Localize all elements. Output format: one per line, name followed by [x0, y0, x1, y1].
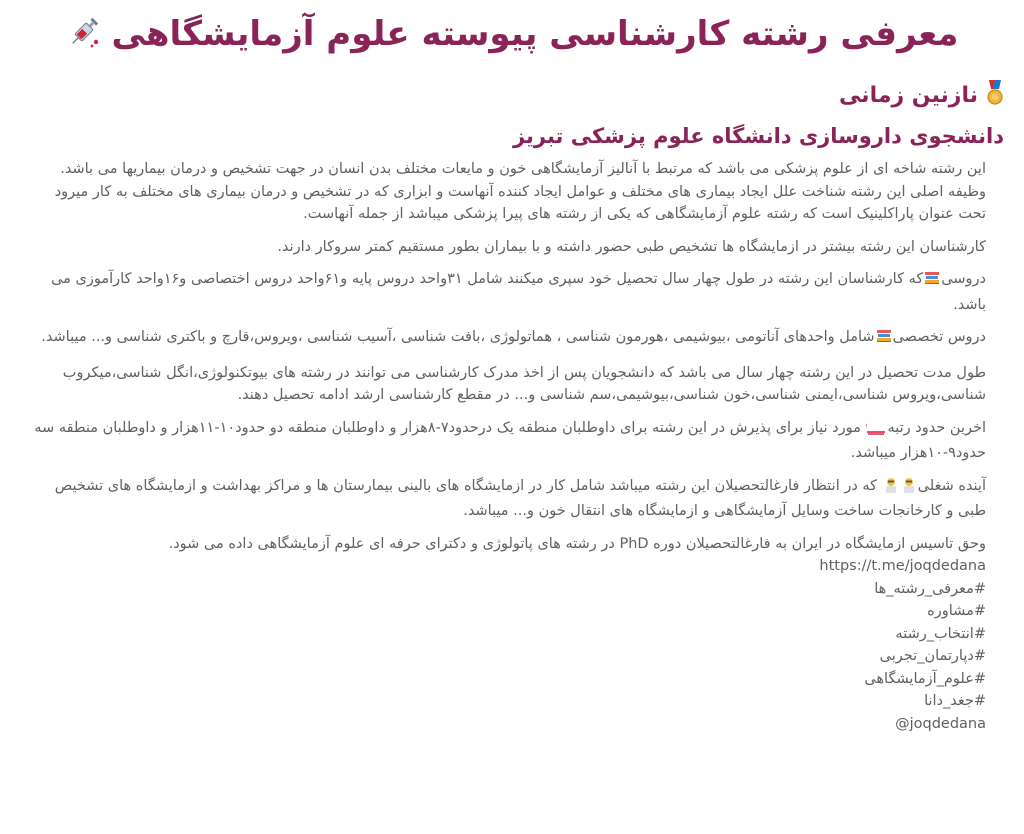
- hashtag-link[interactable]: #انتخاب_رشته: [895, 625, 986, 642]
- career-lead: آینده شغلی: [917, 477, 986, 494]
- page-title: معرفی رشته کارشناسی پیوسته علوم آزمایشگاهی: [111, 14, 959, 54]
- paragraph-phd: وحق تاسیس ازمایشگاه در ایران به فارغالتحصیلان دوره PhD در رشته های پاتولوژی و دکترای حرفه ای علوم آزمایشگاهی داده می شود.: [168, 535, 986, 552]
- courses-text: که کارشناسان این رشته در طول چهار سال تحصیل خود سپری میکنند شامل ۳۱واحد دروس پایه و۶۱واحد دروس اختصاصی و۱۶واحد کارآموزی می باشد.: [51, 271, 986, 313]
- scientist-icon: [883, 477, 899, 501]
- paragraph-rank: [24, 417, 986, 465]
- paragraph-purpose: وظیفه اصلی این رشته شناخت علل ایجاد بیماری های مختلف و عوامل ایجاد کننده آنهاست و ابزاری که در تشخیص و درمان بیماری های مختلف به کار میرود تحت عنوان پاراکلینیک است که رشته علوم آزمایشگاهی که یکی از رشته های پیرا پزشکی میباشد از جمله آنهاست.: [54, 183, 986, 222]
- channel-handle[interactable]: joqdedana@: [895, 715, 986, 732]
- post-footer: [24, 533, 986, 736]
- syringe-icon: [66, 14, 102, 54]
- hashtag-link[interactable]: #معرفی_رشته_ها: [874, 580, 986, 597]
- career-text: که در انتظار فارغالتحصیلان این رشته میباشد شامل کار در ازمایشگاه های بالینی بیمارستان ها و مراکز بهداشت و ازمایشگاه های تشخیص طبی و کارخانجات ساخت وسایل آزمایشگاهی و ازمایشگاه های انتقال خون و... میباشد.: [54, 477, 986, 519]
- author-subtitle: دانشجوی داروسازی دانشگاه علوم پزشکی تبریز: [512, 124, 1004, 148]
- title-row: [20, 0, 1004, 60]
- paragraph-intro: این رشته شاخه ای از علوم پزشکی می باشد که مرتبط با آنالیز آزمایشگاهی خون و مایعات مختلف بدن انسان در جهت تشخیص و درمان بیماریها می باشد.: [60, 161, 986, 177]
- channel-link[interactable]: https://t.me/joqdedana: [819, 558, 986, 574]
- hundred-points-icon: [866, 419, 886, 443]
- scientist-icon: [901, 477, 917, 501]
- hashtag-link[interactable]: #علوم_آزمایشگاهی: [864, 670, 986, 687]
- medal-icon: [986, 80, 1004, 110]
- books-icon: [924, 270, 940, 294]
- books-icon: [876, 328, 892, 352]
- courses-lead: دروسی: [941, 271, 986, 287]
- paragraph-workplace: کارشناسان این رشته بیشتر در ازمایشگاه ها تشخیص طبی حضور داشته و با بیماران بطور مستقیم کمتر سروکار دارند.: [277, 238, 986, 255]
- hashtag-link[interactable]: #جغد_دانا: [924, 693, 986, 709]
- author-name: نازنین زمانی: [839, 82, 978, 108]
- rank-lead: اخرین حدود رتبه: [887, 419, 986, 436]
- rank-text: مورد نیاز برای پذیرش در این رشته برای داوطلبان منطقه یک درحدود۷-۸هزار و داوطلبان منطقه دو حدود۱۰-۱۱هزار و داوطلبان منطقه سه حدود۹-۱۰هزار میباشد.: [34, 419, 986, 461]
- paragraph-courses: [24, 268, 986, 316]
- post-body: [20, 158, 1004, 735]
- specialized-text: شامل واحدهای آناتومی ،بیوشیمی ،هورمون شناسی ، هماتولوژی ،بافت شناسی ،آسیب شناسی ،ویروس،قارچ و باکتری شناسی و... میباشد.: [41, 329, 875, 345]
- hashtag-link[interactable]: #دپارتمان_تجربی: [879, 648, 986, 664]
- paragraph-career: [24, 475, 986, 523]
- author-row: [20, 78, 1004, 112]
- svg-text:100: [866, 422, 867, 433]
- hashtag-link[interactable]: #مشاوره: [927, 603, 986, 619]
- specialized-lead: دروس تخصصی: [892, 329, 986, 345]
- paragraph-duration: طول مدت تحصیل در این رشته چهار سال می باشد که دانشجویان پس از اخذ مدرک کارشناسی می توانند در رشته های بیوتکنولوژی،انگل شناسی،میکروب شناسی،ویروس شناسی،ایمنی شناسی،خون شناسی،بیوشیمی،سم شناسی و... در مقطع کارشناسی ارشد ادامه تحصیل دهند.: [62, 364, 986, 403]
- paragraph-specialized: [24, 326, 986, 352]
